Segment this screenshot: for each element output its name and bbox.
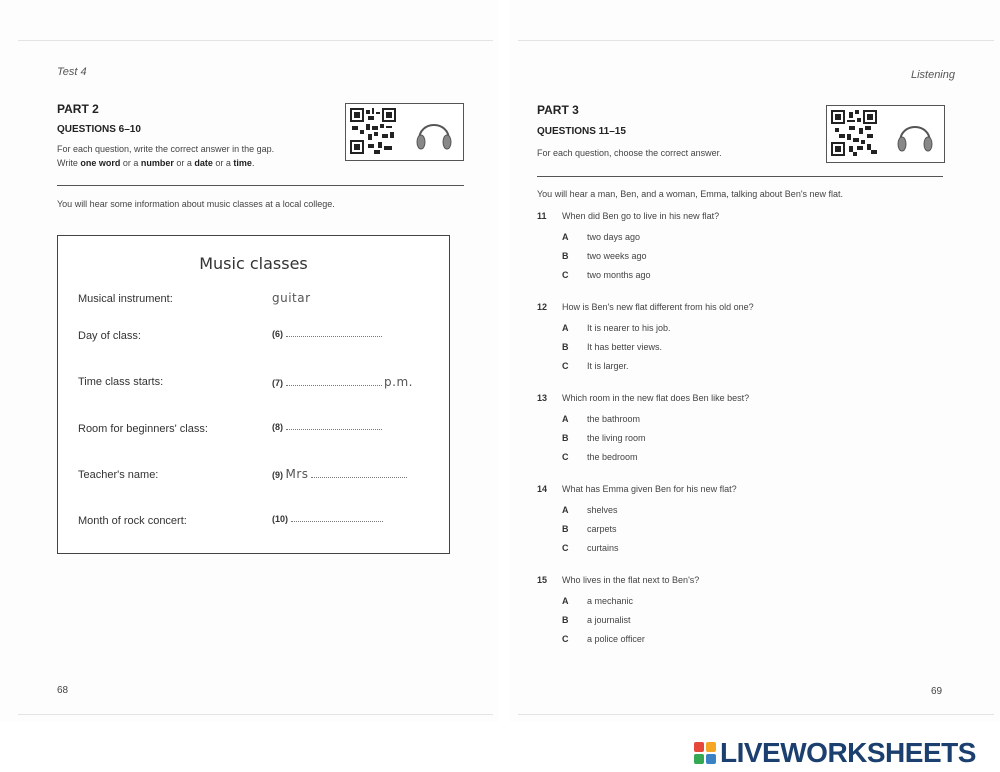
questions-range: QUESTIONS 11–15 — [537, 126, 626, 137]
part-title: PART 2 — [57, 102, 99, 116]
top-rule — [518, 40, 994, 41]
question-text: When did Ben go to live in his new flat? — [562, 211, 720, 221]
answer-gap-8[interactable]: (8) — [272, 422, 382, 432]
option-text[interactable]: two weeks ago — [587, 251, 647, 261]
question-text: How is Ben's new flat different from his old one? — [562, 302, 754, 312]
headphones-icon — [412, 110, 456, 154]
headphones-icon — [893, 112, 937, 156]
form-row-label: Day of class: — [78, 330, 141, 342]
bottom-rule — [518, 714, 994, 715]
form-title: Music classes — [199, 254, 308, 273]
form-row-label: Time class starts: — [78, 376, 164, 388]
audio-box[interactable] — [345, 103, 464, 161]
option-text[interactable]: curtains — [587, 543, 619, 553]
option-text[interactable]: two days ago — [587, 232, 641, 242]
option-text[interactable]: a journalist — [587, 615, 631, 625]
form-row-label: Month of rock concert: — [78, 515, 187, 527]
answer-gap-10[interactable]: (10) — [272, 514, 383, 524]
music-classes-form — [57, 235, 450, 554]
logo-tile — [706, 742, 716, 752]
question-text: What has Emma given Ben for his new flat? — [562, 484, 737, 494]
question-number: 12 — [537, 302, 548, 312]
instruction-line-2: Write one word or a number or a date or a time. — [57, 158, 255, 168]
option-text[interactable]: shelves — [587, 505, 618, 515]
section-header: Listening — [910, 69, 955, 81]
option-text[interactable]: the bathroom — [587, 414, 641, 424]
option-letter[interactable]: B — [562, 433, 569, 443]
option-letter[interactable]: A — [562, 596, 569, 606]
qr-code-icon[interactable] — [350, 108, 396, 154]
option-text[interactable]: a police officer — [587, 634, 645, 644]
option-letter[interactable]: B — [562, 615, 569, 625]
option-text[interactable]: carpets — [587, 524, 617, 534]
option-letter[interactable]: C — [562, 270, 569, 280]
questions-range: QUESTIONS 6–10 — [57, 124, 141, 135]
form-row-answer — [272, 291, 311, 305]
test-header: Test 4 — [57, 66, 87, 78]
question-text: Who lives in the flat next to Ben's? — [562, 575, 700, 585]
logo-tiles — [694, 742, 716, 764]
option-letter[interactable]: B — [562, 251, 569, 261]
question-number: 13 — [537, 393, 548, 403]
option-text[interactable]: two months ago — [587, 270, 651, 280]
option-letter[interactable]: C — [562, 452, 569, 462]
section-divider — [57, 185, 464, 186]
logo-wordmark: LIVEWORKSHEETS — [720, 737, 976, 768]
right-page — [510, 0, 1000, 722]
option-text[interactable]: It has better views. — [587, 342, 663, 352]
answer-gap-9[interactable]: (9) Mrs — [272, 467, 407, 481]
option-letter[interactable]: A — [562, 414, 569, 424]
option-letter[interactable]: B — [562, 524, 569, 534]
answer-gap-7[interactable]: (7) p.m. — [272, 375, 413, 389]
option-text[interactable]: the living room — [587, 433, 646, 443]
question-number: 11 — [537, 211, 547, 221]
option-letter[interactable]: B — [562, 342, 569, 352]
option-letter[interactable]: C — [562, 361, 569, 371]
form-row-label: Room for beginners' class: — [78, 423, 208, 435]
part-title: PART 3 — [537, 103, 579, 117]
option-text[interactable]: It is nearer to his job. — [587, 323, 671, 333]
question-number: 14 — [537, 484, 548, 494]
intro-text: You will hear a man, Ben, and a woman, Emma, talking about Ben's new flat. — [537, 189, 844, 199]
top-rule — [18, 40, 493, 41]
section-divider — [537, 176, 943, 177]
bottom-rule — [18, 714, 493, 715]
intro-text: You will hear some information about music classes at a local college. — [57, 199, 335, 209]
handwritten-answer: guitar — [272, 291, 311, 305]
option-text[interactable]: a mechanic — [587, 596, 634, 606]
option-text[interactable]: It is larger. — [587, 361, 629, 371]
form-row-label: Musical instrument: — [78, 293, 173, 305]
instruction-line-1: For each question, write the correct answer in the gap. — [57, 144, 275, 154]
answer-gap-6[interactable]: (6) — [272, 329, 382, 339]
page-number: 68 — [57, 685, 69, 696]
option-letter[interactable]: A — [562, 323, 569, 333]
question-text: Which room in the new flat does Ben like best? — [562, 393, 750, 403]
logo-tile — [694, 742, 704, 752]
liveworksheets-logo — [694, 737, 976, 769]
option-text[interactable]: the bedroom — [587, 452, 638, 462]
qr-code-icon[interactable] — [831, 110, 877, 156]
option-letter[interactable]: A — [562, 232, 569, 242]
logo-tile — [706, 754, 716, 764]
audio-box[interactable] — [826, 105, 945, 163]
option-letter[interactable]: C — [562, 634, 569, 644]
form-row-label: Teacher's name: — [78, 469, 159, 481]
option-letter[interactable]: A — [562, 505, 569, 515]
page-number: 69 — [931, 686, 943, 697]
instructions: For each question, choose the correct answer. — [537, 148, 722, 158]
option-letter[interactable]: C — [562, 543, 569, 553]
instructions — [57, 142, 274, 170]
left-page — [0, 0, 498, 722]
logo-tile — [694, 754, 704, 764]
question-number: 15 — [537, 575, 548, 585]
